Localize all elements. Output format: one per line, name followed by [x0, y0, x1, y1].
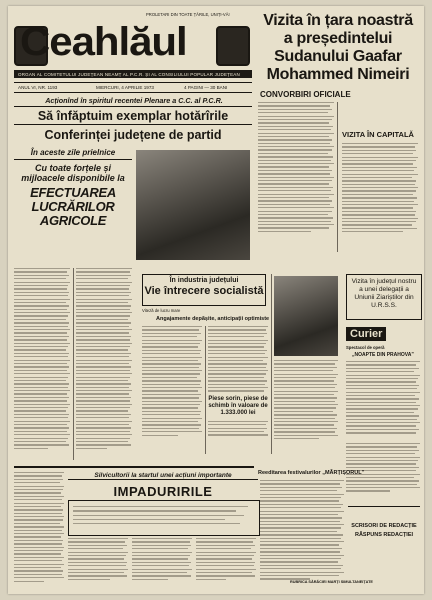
visit-headline: Vizita în țara noastră a președintelui Sudanului Gaafar Mohammed Nimeiri: [263, 12, 413, 83]
masthead-title: Ceahlăul: [20, 20, 187, 64]
agri-headline: EFECTUAREA LUCRĂRILOR AGRICOLE: [30, 185, 116, 228]
lead-headline-1: Să înfăptuim exemplar hotărîrile: [37, 109, 229, 123]
newspaper-page: [8, 6, 424, 594]
slogan: PROLETARI DIN TOATE ȚĂRILE, UNIȚI-VĂ!: [146, 12, 230, 17]
lead-kicker: Acționînd în spiritul recentei Plenare a C.C. al P.C.R.: [45, 96, 223, 105]
vizita-capitala-head: VIZITA ÎN CAPITALĂ: [342, 130, 414, 139]
masthead: [14, 10, 252, 102]
issue-bar: [14, 82, 252, 93]
delegation-box: [346, 274, 422, 320]
agri-block: [14, 148, 132, 258]
lead-col-rule: [73, 268, 74, 460]
bottom-bullets-box: [68, 500, 260, 536]
bottom-headline: IMPADURIRILE: [113, 484, 213, 499]
agri-sub-1: În aceste zile prielnice: [14, 148, 132, 160]
pages-price: 4 PAGINI — 30 BANI: [184, 85, 228, 90]
issue-number: ANUL VI, NR. 1193: [18, 85, 58, 90]
organ-line: ORGAN AL COMITETULUI JUDEȚEAN NEAMȚ AL P.C.R. ȘI AL CONSILIULUI POPULAR JUDEȚEAN: [18, 72, 240, 77]
convorbiri-head: CONVORBIRI OFICIALE: [260, 90, 351, 99]
industry-headline: Vie întrecere socialistă: [144, 285, 264, 297]
rubric-title: SCRISORI DE REDACȚIE: [351, 523, 417, 529]
bottom-rule: [14, 466, 254, 468]
lead-col-2: [76, 268, 132, 451]
bottom-left-col: [14, 472, 64, 588]
organ-strip: [14, 70, 252, 78]
industry-sub-1: Angajamente depășite, anticipații optimiste: [156, 316, 270, 322]
curier-box: [346, 324, 420, 494]
industry-photo: [274, 276, 338, 356]
industry-body-3: [274, 360, 338, 456]
visit-col-left: [258, 102, 334, 252]
curier-title: Curier: [346, 327, 386, 341]
sarbatoare-head: Reeditarea festivalurilor „MĂRȚIȘORUL”: [258, 470, 365, 476]
curier-show: „NOAPTE DIN PRAHOVA”: [352, 352, 414, 358]
industry-rule-1: [205, 326, 206, 454]
footer-note: RUBRICA SĂRĂCIEI MARȚI SIMULTANEIȚATE: [290, 580, 373, 584]
rubric-box: [348, 506, 420, 567]
lead-photo: [136, 150, 250, 260]
industry-body-2: [208, 326, 268, 456]
industry-byline: Viteză de lucru mare: [142, 308, 181, 313]
lead-headline-2: Conferinței județene de partid: [44, 128, 222, 142]
bottom-right-body: [260, 480, 344, 588]
lead-rule-2: [14, 124, 252, 125]
lead-body-left: [14, 244, 132, 268]
visit-col-rule: [337, 102, 338, 252]
curier-sub: Spectacol de operă: [346, 345, 385, 350]
lead-columns: [14, 268, 132, 464]
issue-date: MIERCURI, 4 APRILIE 1973: [96, 85, 154, 90]
lead-rule-1: [14, 106, 252, 107]
rubric-title-2: RĂSPUNS REDACȚIEI: [354, 532, 414, 538]
industry-rule-2: [271, 274, 272, 454]
lead-col-1: [14, 268, 70, 451]
industry-section: [136, 274, 340, 464]
industry-body-1: [142, 326, 202, 456]
visit-col-right: [342, 102, 418, 252]
delegation-text: Vizita în județul nostru a unei delegații a Uniunii Ziariștilor din U.R.S.S.: [351, 278, 417, 309]
industry-sub-2: Piese sorin, piese de schimb în valoare de 1.333.000 lei: [208, 395, 268, 416]
right-emblem-icon: [216, 26, 250, 66]
bottom-body: [68, 538, 258, 590]
curier-body: [346, 361, 420, 441]
visit-body: [258, 102, 418, 254]
industry-kicker: În industria județului: [169, 277, 239, 284]
agri-sub-2: Cu toate forțele și mijloacele disponibile la: [21, 163, 125, 183]
bottom-kicker: Silvicultorii la startul unei acțiuni importante: [68, 472, 258, 480]
industry-header-box: [142, 274, 266, 306]
